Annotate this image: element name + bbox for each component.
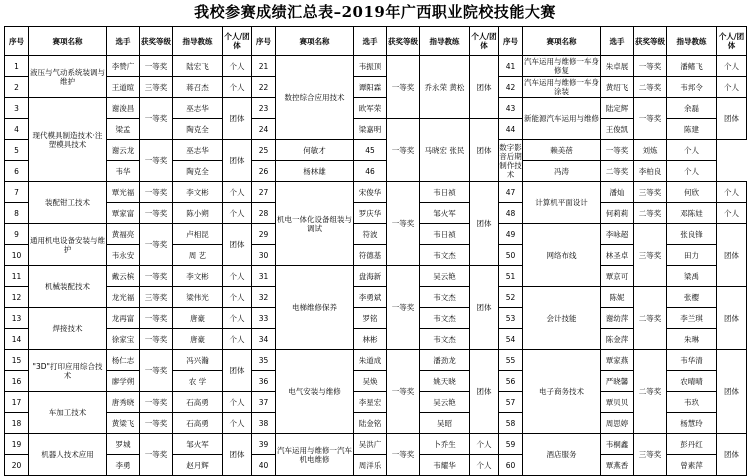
cell-type: 团体 xyxy=(717,287,747,350)
cell-player: 李星宏 xyxy=(354,392,387,413)
cell-coach: 韦文杰 xyxy=(420,287,470,308)
cell-no: 49 xyxy=(499,224,523,245)
cell-event: 会计技能 xyxy=(523,287,601,350)
cell-coach: 韦邦令 xyxy=(667,77,717,98)
cell-event: 汽车运用与维修一汽车机电维修 xyxy=(276,434,354,476)
cell-award: 二等奖 xyxy=(634,287,667,350)
cell-coach: 唐豪 xyxy=(173,329,223,350)
cell-no: 28 xyxy=(252,203,276,224)
table-row xyxy=(5,224,747,245)
cell-player: 陆定辉 xyxy=(601,98,634,119)
cell-coach: 石高勇 xyxy=(173,413,223,434)
cell-player: 戴云槟 xyxy=(107,266,140,287)
cell-award: 一等奖 xyxy=(387,350,420,434)
cell-no: 59 xyxy=(499,434,523,455)
cell-type: 个人 xyxy=(717,203,747,224)
cell-coach: 杨慧玲 xyxy=(667,413,717,434)
col-header-event-right: 赛项名称 xyxy=(523,27,601,56)
cell-award: 三等奖 xyxy=(140,287,173,308)
cell-type: 团体 xyxy=(717,434,747,476)
cell-event: 装配钳工技术 xyxy=(29,182,107,224)
cell-player: 林圣卓 xyxy=(601,245,634,266)
cell-player: 严晓馨 xyxy=(601,371,634,392)
cell-event: 机械装配技术 xyxy=(29,266,107,308)
cell-no: 13 xyxy=(5,308,29,329)
cell-player: 黄绍飞 xyxy=(601,77,634,98)
cell-player: 朱卓展 xyxy=(601,56,634,77)
cell-coach: 梁禹 xyxy=(667,266,717,287)
cell-player: 李勇 xyxy=(107,455,140,476)
cell-coach: 乔永荣 黄松 xyxy=(420,56,470,119)
cell-no: 53 xyxy=(499,308,523,329)
table-row xyxy=(5,287,747,308)
cell-no: 4 xyxy=(5,119,29,140)
cell-player: 覃京可 xyxy=(601,266,634,287)
cell-coach: 刘炼 xyxy=(634,140,667,161)
cell-player: 吴洪广 xyxy=(354,434,387,455)
cell-no: 50 xyxy=(499,245,523,266)
cell-type: 个人 xyxy=(470,434,499,455)
cell-player: 杨仁志 xyxy=(107,350,140,371)
cell-player: 盘海新 xyxy=(354,266,387,287)
cell-coach: 农晴晴 xyxy=(667,371,717,392)
col-header-coach: 指导教练 xyxy=(173,27,223,56)
cell-type: 个人 xyxy=(223,392,252,413)
cell-player: 谢云龙 xyxy=(107,140,140,161)
cell-player: 周思婷 xyxy=(601,413,634,434)
cell-award: 三等奖 xyxy=(140,77,173,98)
cell-award: 一等奖 xyxy=(140,182,173,203)
col-header-no: 序号 xyxy=(5,27,29,56)
cell-type: 个人 xyxy=(717,77,747,98)
col-header-no-right: 序号 xyxy=(499,27,523,56)
cell-coach: 卜乔生 xyxy=(420,434,470,455)
col-header-award-mid: 获奖等级 xyxy=(387,27,420,56)
cell-no: 29 xyxy=(252,224,276,245)
cell-event: 通用机电设备安装与维护 xyxy=(29,224,107,266)
cell-coach: 巫志华 xyxy=(173,140,223,161)
cell-no: 54 xyxy=(499,329,523,350)
col-header-coach-mid: 指导教练 xyxy=(420,27,470,56)
cell-coach: 吴昭 xyxy=(420,413,470,434)
cell-event: 电气安装与维修 xyxy=(276,350,354,434)
cell-player: 韦桐鑫 xyxy=(601,434,634,455)
cell-player: 韦振顶 xyxy=(354,56,387,77)
cell-player: 冯涛 xyxy=(523,161,601,182)
cell-type: 个人 xyxy=(223,203,252,224)
cell-award: 一等奖 xyxy=(601,140,634,161)
cell-no: 21 xyxy=(252,56,276,77)
cell-type: 个人 xyxy=(223,413,252,434)
cell-no: 12 xyxy=(5,287,29,308)
cell-no: 36 xyxy=(252,371,276,392)
cell-coach: 李柏良 xyxy=(634,161,667,182)
cell-player: 谢浚昌 xyxy=(107,98,140,119)
cell-type: 团体 xyxy=(223,140,252,182)
cell-coach: 吴云艳 xyxy=(420,266,470,287)
cell-no: 44 xyxy=(499,119,523,140)
table-row xyxy=(5,182,747,203)
cell-player: 龙光福 xyxy=(107,287,140,308)
cell-player: 梁孟 xyxy=(107,119,140,140)
cell-no: 31 xyxy=(252,266,276,287)
cell-award: 一等奖 xyxy=(387,182,420,266)
cell-no: 56 xyxy=(499,371,523,392)
cell-type: 团体 xyxy=(223,350,252,392)
cell-player: 符波 xyxy=(354,224,387,245)
cell-coach: 韦日祯 xyxy=(420,182,470,203)
cell-coach: 邹火军 xyxy=(173,434,223,455)
cell-no: 33 xyxy=(252,308,276,329)
cell-no: 43 xyxy=(499,98,523,119)
cell-player: 李勇斌 xyxy=(354,287,387,308)
cell-no: 23 xyxy=(252,98,276,119)
cell-type: 个人 xyxy=(470,455,499,476)
cell-type: 团体 xyxy=(717,350,747,434)
cell-coach: 何欣 xyxy=(667,182,717,203)
cell-award: 二等奖 xyxy=(601,161,634,182)
cell-player: 林彬 xyxy=(354,329,387,350)
cell-player: 韦华 xyxy=(107,161,140,182)
table-row xyxy=(5,98,747,119)
cell-type: 个人 xyxy=(223,287,252,308)
cell-award: 三等奖 xyxy=(634,182,667,203)
cell-type: 团体 xyxy=(470,266,499,350)
cell-coach: 吴云艳 xyxy=(420,392,470,413)
cell-type: 个人 xyxy=(667,161,717,182)
cell-player: 欧军荣 xyxy=(354,98,387,119)
cell-award: 一等奖 xyxy=(140,308,173,329)
cell-player: 王道暄 xyxy=(107,77,140,98)
table-row xyxy=(5,161,747,182)
cell-coach: 姚天晓 xyxy=(420,371,470,392)
cell-no: 34 xyxy=(252,329,276,350)
cell-coach: 蒋召杰 xyxy=(173,77,223,98)
cell-award: 二等奖 xyxy=(634,77,667,98)
cell-no: 39 xyxy=(252,434,276,455)
table-row xyxy=(5,56,747,77)
cell-award: 一等奖 xyxy=(140,434,173,476)
cell-no: 30 xyxy=(252,245,276,266)
cell-player: 吴焕 xyxy=(354,371,387,392)
col-header-event-mid: 赛项名称 xyxy=(276,27,354,56)
cell-no: 55 xyxy=(499,350,523,371)
cell-coach: 韦耀华 xyxy=(420,455,470,476)
cell-award: 二等奖 xyxy=(634,350,667,434)
cell-award: 一等奖 xyxy=(140,56,173,77)
cell-coach: 田力 xyxy=(667,245,717,266)
cell-player: 黄梁飞 xyxy=(107,413,140,434)
cell-award: 一等奖 xyxy=(140,98,173,140)
cell-player: 李赞广 xyxy=(107,56,140,77)
col-header-type-mid: 个人/团体 xyxy=(470,27,499,56)
cell-award: 三等奖 xyxy=(634,224,667,287)
cell-player: 韦永安 xyxy=(107,245,140,266)
cell-no: 11 xyxy=(5,266,29,287)
cell-award: 三等奖 xyxy=(634,434,667,476)
table-row xyxy=(5,434,747,455)
cell-award: 一等奖 xyxy=(140,350,173,392)
cell-event: 电子商务技术 xyxy=(523,350,601,434)
cell-player: 覃光福 xyxy=(107,182,140,203)
cell-player: 陆金铭 xyxy=(354,413,387,434)
cell-award: 一等奖 xyxy=(387,119,420,182)
cell-coach: 曾素萍 xyxy=(667,455,717,476)
col-header-no-mid: 序号 xyxy=(252,27,276,56)
cell-no: 37 xyxy=(252,392,276,413)
cell-no: 40 xyxy=(252,455,276,476)
cell-no: 57 xyxy=(499,392,523,413)
cell-coach: 卢相昆 xyxy=(173,224,223,245)
cell-player: 潘灿 xyxy=(601,182,634,203)
cell-no: 19 xyxy=(5,434,29,455)
cell-type: 个人 xyxy=(223,56,252,77)
table-row xyxy=(5,140,747,161)
cell-no: 14 xyxy=(5,329,29,350)
cell-coach: 陈建 xyxy=(667,119,717,140)
cell-event: "3D"打印应用综合技术 xyxy=(29,350,107,392)
cell-player: 谢幼萍 xyxy=(601,308,634,329)
cell-coach: 李文彬 xyxy=(173,266,223,287)
cell-coach: 邓陈娃 xyxy=(667,203,717,224)
cell-type: 团体 xyxy=(717,98,747,140)
col-header-award: 获奖等级 xyxy=(140,27,173,56)
cell-no: 42 xyxy=(499,77,523,98)
cell-player: 罗城 xyxy=(107,434,140,455)
cell-award: 一等奖 xyxy=(634,98,667,140)
cell-event: 机电一体化设备组装与调试 xyxy=(276,182,354,266)
cell-no: 2 xyxy=(5,77,29,98)
header-row xyxy=(5,27,747,56)
cell-event: 网络布线 xyxy=(523,224,601,287)
cell-player: 何敏才 xyxy=(276,140,354,161)
cell-player: 覃家富 xyxy=(107,203,140,224)
cell-coach: 陶克全 xyxy=(173,119,223,140)
cell-event: 汽车运用与维修一车身修复 xyxy=(524,57,599,75)
cell-no: 47 xyxy=(499,182,523,203)
cell-coach: 邹火军 xyxy=(420,203,470,224)
table-row xyxy=(5,77,747,98)
cell-type: 团体 xyxy=(470,182,499,266)
cell-no: 15 xyxy=(5,350,29,371)
cell-coach: 韦文杰 xyxy=(420,329,470,350)
cell-type: 团体 xyxy=(223,98,252,140)
cell-type: 个人 xyxy=(667,140,717,161)
cell-event: 计算机平面设计 xyxy=(523,182,601,224)
cell-player: 罗铭 xyxy=(354,308,387,329)
cell-award: 一等奖 xyxy=(634,56,667,77)
cell-player: 朱道成 xyxy=(354,350,387,371)
cell-award: 一等奖 xyxy=(140,413,173,434)
cell-player: 周洋乐 xyxy=(354,455,387,476)
cell-type: 个人 xyxy=(717,56,747,77)
cell-event: 电梯维修保养 xyxy=(276,266,354,350)
cell-no: 38 xyxy=(252,413,276,434)
cell-player: 黄福亮 xyxy=(107,224,140,245)
col-header-type: 个人/团体 xyxy=(223,27,252,56)
cell-player: 龙再富 xyxy=(107,308,140,329)
cell-no: 3 xyxy=(5,98,29,119)
cell-event: 数控综合应用技术 xyxy=(276,56,354,140)
cell-no: 32 xyxy=(252,287,276,308)
cell-type: 个人 xyxy=(223,266,252,287)
cell-coach: 彭丹红 xyxy=(667,434,717,455)
cell-no: 17 xyxy=(5,392,29,413)
cell-player: 覃贝贝 xyxy=(601,392,634,413)
cell-coach: 韦华清 xyxy=(667,350,717,371)
cell-coach: 潘鳍飞 xyxy=(667,56,717,77)
cell-no: 58 xyxy=(499,413,523,434)
cell-no: 16 xyxy=(5,371,29,392)
cell-type: 团体 xyxy=(223,434,252,476)
cell-award: 一等奖 xyxy=(387,434,420,476)
cell-award: 一等奖 xyxy=(387,266,420,350)
cell-player: 何莉莉 xyxy=(601,203,634,224)
cell-coach: 李兰琪 xyxy=(667,308,717,329)
cell-no: 6 xyxy=(5,161,29,182)
cell-player: 谭阳霖 xyxy=(354,77,387,98)
cell-coach: 石高勇 xyxy=(173,392,223,413)
cell-no: 18 xyxy=(5,413,29,434)
cell-event: 汽车运用与维修一车身涂装 xyxy=(524,78,599,96)
cell-no: 35 xyxy=(252,350,276,371)
results-table xyxy=(4,26,747,476)
cell-player: 梁嘉明 xyxy=(354,119,387,140)
col-header-player-right: 选手 xyxy=(601,27,634,56)
cell-coach: 农 学 xyxy=(173,371,223,392)
cell-player: 徐家宝 xyxy=(107,329,140,350)
cell-no: 26 xyxy=(252,161,276,182)
cell-no: 10 xyxy=(5,245,29,266)
cell-no: 22 xyxy=(252,77,276,98)
cell-award: 一等奖 xyxy=(140,392,173,413)
table-row xyxy=(5,350,747,371)
cell-coach: 韦日祯 xyxy=(420,224,470,245)
cell-player: 符德基 xyxy=(354,245,387,266)
cell-event: 焊接技术 xyxy=(29,308,107,350)
cell-coach: 李文彬 xyxy=(173,182,223,203)
cell-award: 一等奖 xyxy=(140,329,173,350)
cell-no: 1 xyxy=(5,56,29,77)
cell-no: 7 xyxy=(5,182,29,203)
cell-coach: 赵月辉 xyxy=(173,455,223,476)
cell-no: 25 xyxy=(252,140,276,161)
col-header-player: 选手 xyxy=(107,27,140,56)
cell-type: 个人 xyxy=(717,182,747,203)
cell-type: 团体 xyxy=(223,224,252,266)
cell-no: 48 xyxy=(499,203,523,224)
cell-player: 杨林雄 xyxy=(276,161,354,182)
cell-no: 27 xyxy=(252,182,276,203)
cell-award: 一等奖 xyxy=(140,266,173,287)
cell-coach: 潘劲龙 xyxy=(420,350,470,371)
cell-no: 41 xyxy=(499,56,523,77)
cell-type: 个人 xyxy=(223,182,252,203)
cell-coach: 张良锋 xyxy=(667,224,717,245)
cell-type: 团体 xyxy=(470,119,499,182)
cell-no: 45 xyxy=(354,140,387,161)
cell-type: 团体 xyxy=(470,56,499,119)
cell-player: 宋俊华 xyxy=(354,182,387,203)
cell-event: 机器人技术应用 xyxy=(29,434,107,476)
cell-player: 王俊凯 xyxy=(601,119,634,140)
cell-player: 廖学朔 xyxy=(107,371,140,392)
cell-type: 团体 xyxy=(717,224,747,287)
cell-coach: 冯兴瀚 xyxy=(173,350,223,371)
cell-no: 24 xyxy=(252,119,276,140)
cell-award: 一等奖 xyxy=(140,140,173,182)
cell-award: 一等奖 xyxy=(387,56,420,119)
cell-player: 李咏超 xyxy=(601,224,634,245)
cell-type: 个人 xyxy=(223,329,252,350)
cell-player: 赖美蓓 xyxy=(523,140,601,161)
cell-no: 51 xyxy=(499,266,523,287)
cell-no: 46 xyxy=(354,161,387,182)
cell-player: 唐秀晓 xyxy=(107,392,140,413)
cell-player: 覃燕香 xyxy=(601,455,634,476)
cell-award: 一等奖 xyxy=(140,224,173,266)
cell-type: 个人 xyxy=(223,308,252,329)
document-title: 我校参赛成绩汇总表–2019年广西职业院校技能大赛 xyxy=(194,3,556,21)
cell-no: 5 xyxy=(5,140,29,161)
col-header-coach-right: 指导教练 xyxy=(667,27,717,56)
cell-event: 液压与气动系统装调与维护 xyxy=(29,56,107,98)
cell-coach: 梁伟光 xyxy=(173,287,223,308)
cell-event: 新能源汽车运用与维修 xyxy=(523,98,601,140)
col-header-event: 赛项名称 xyxy=(29,27,107,56)
cell-player: 陈金萍 xyxy=(601,329,634,350)
cell-award: 二等奖 xyxy=(634,203,667,224)
cell-coach: 陶克全 xyxy=(173,161,223,182)
col-header-award-right: 获奖等级 xyxy=(634,27,667,56)
cell-no: 52 xyxy=(499,287,523,308)
cell-type: 团体 xyxy=(470,350,499,434)
cell-coach: 韦玖 xyxy=(667,392,717,413)
cell-no: 8 xyxy=(5,203,29,224)
cell-no: 20 xyxy=(5,455,29,476)
cell-coach: 韦文杰 xyxy=(420,308,470,329)
cell-coach: 张樱 xyxy=(667,287,717,308)
cell-coach: 朱琳 xyxy=(667,329,717,350)
col-header-player-mid: 选手 xyxy=(354,27,387,56)
cell-player: 覃家燕 xyxy=(601,350,634,371)
cell-award: 一等奖 xyxy=(140,203,173,224)
cell-coach: 余磊 xyxy=(667,98,717,119)
cell-coach: 陈小朔 xyxy=(173,203,223,224)
cell-event: 数字影音后期制作技术 xyxy=(499,140,523,182)
cell-player: 罗庆华 xyxy=(354,203,387,224)
table-row xyxy=(5,203,747,224)
cell-type: 个人 xyxy=(223,77,252,98)
col-header-type-right: 个人/团体 xyxy=(717,27,747,56)
cell-coach: 巫志华 xyxy=(173,98,223,119)
cell-no: 60 xyxy=(499,455,523,476)
cell-coach: 唐豪 xyxy=(173,308,223,329)
cell-event: 现代模具制造技术·注塑模具技术 xyxy=(29,98,107,182)
cell-coach: 韦文杰 xyxy=(420,245,470,266)
cell-coach: 周 艺 xyxy=(173,245,223,266)
cell-player: 陈妮 xyxy=(601,287,634,308)
cell-event: 酒店服务 xyxy=(523,434,601,476)
cell-event: 车加工技术 xyxy=(29,392,107,434)
cell-coach: 陆宏飞 xyxy=(173,56,223,77)
cell-no: 9 xyxy=(5,224,29,245)
cell-coach: 马晓宏 张民 xyxy=(420,119,470,182)
